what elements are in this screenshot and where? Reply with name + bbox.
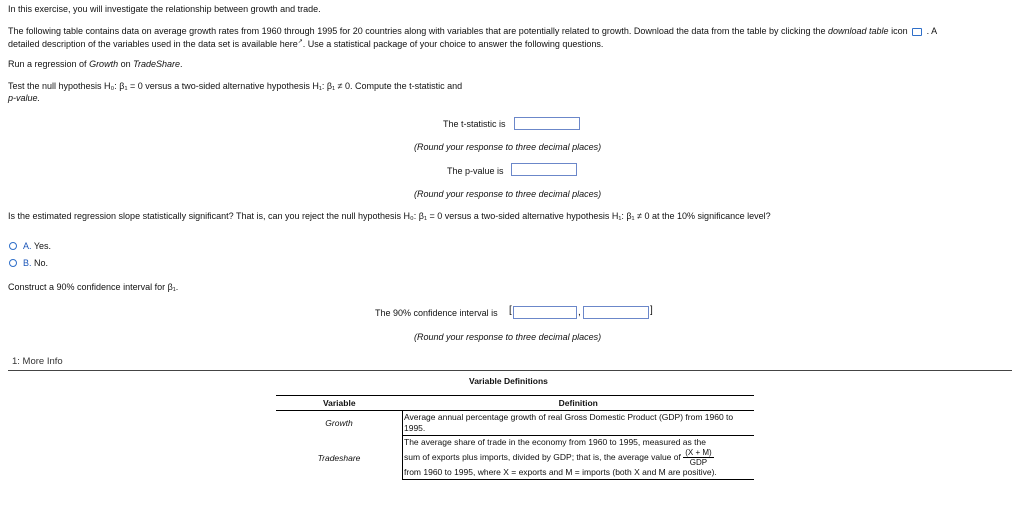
header-variable: Variable [276,396,403,411]
pvalue-input[interactable] [511,163,577,176]
regression-on: on [120,59,131,69]
definition-growth: Average annual percentage growth of real Gross Domestic Product (GDP) from 1960 to 1995. [403,411,755,436]
intro-line-2-text: The following table contains data on average growth rates from 1960 through 1995 for 20 countries along with variables that are potentially related to growth. Download the data from the table by clicking the [8,26,826,36]
pvalue-label: The p-value is [447,166,504,176]
table-row [276,411,754,436]
tradeshare-def-line-2 [404,448,753,467]
tradeshare-def-line-1: The average share of trade in the economy from 1960 to 1995, measured as the [404,437,706,447]
option-a-letter: A. [23,241,32,251]
ci-open-bracket: [ [509,305,512,316]
variable-definitions-title: Variable Definitions [469,376,548,386]
variable-definitions-table [276,395,754,480]
regression-prefix: Run a regression of [8,59,87,69]
definition-tradeshare [403,436,755,480]
tradeshare-def-line-3: from 1960 to 1995, where X = exports and M = imports (both X and M are positive). [404,467,717,477]
download-table-icon[interactable] [912,28,922,36]
intro-icon-word: icon [891,26,908,36]
regression-x: TradeShare [133,59,180,69]
more-info-divider [8,370,1012,371]
ci-lower-input[interactable] [513,306,577,319]
table-row [276,436,754,480]
option-b-letter: B. [23,258,32,268]
header-definition: Definition [403,396,755,411]
tstat-note: (Round your response to three decimal places) [414,142,602,152]
fraction-numerator: (X + M) [685,448,712,457]
trade-fraction [683,448,713,467]
ci-label: The 90% confidence interval is [375,308,498,318]
intro-line-1: In this exercise, you will investigate the relationship between growth and trade. [8,4,321,14]
option-b-text: No. [34,258,49,268]
intro-line-3-end: . Use a statistical package of your choice to answer the following questions. [302,39,604,49]
variable-tradeshare: Tradeshare [317,452,361,463]
option-b-radio[interactable] [9,259,17,267]
option-a-text: Yes. [33,241,52,251]
tstat-input[interactable] [514,117,580,130]
here-link[interactable]: here [279,39,298,49]
variable-growth: Growth [325,418,353,429]
tstat-label: The t-statistic is [443,119,506,129]
download-table-link[interactable]: download table [828,26,889,36]
option-a[interactable] [23,241,51,251]
pvalue-note: (Round your response to three decimal places) [414,189,602,199]
tradeshare-def-line-2-text: sum of exports plus imports, divided by GDP; that is, the average value of [404,451,681,462]
ci-prompt: Construct a 90% confidence interval for β₁. [8,282,179,292]
intro-line-3-text: detailed description of the variables used in the data set is available [8,39,278,49]
external-link-icon: ↗ [297,39,303,45]
hypothesis-line-1: Test the null hypothesis H₀: β₁ = 0 versus a two-sided alternative hypothesis H₁: β₁ ≠ 0. Compute the t-statistic and [8,81,463,91]
intro-line-2 [8,26,937,36]
hypothesis-line-2: p-value. [8,93,41,103]
more-info-title: 1: More Info [12,356,63,367]
significance-question: Is the estimated regression slope statistically significant? That is, can you reject the null hypothesis H₀: β₁ = 0 versus a two-sided alternative hypothesis H₁: β₁ ≠ 0 at the 10% significance level? [8,211,771,221]
regression-instruction: Run a regression of Growth on TradeShare. [8,59,183,69]
fraction-denominator: GDP [689,458,708,467]
ci-note: (Round your response to three decimal places) [414,332,602,342]
option-a-radio[interactable] [9,242,17,250]
regression-y: Growth [89,59,119,69]
ci-comma: , [578,307,581,318]
ci-upper-input[interactable] [583,306,649,319]
option-b[interactable] [23,258,48,268]
intro-line-3 [8,38,603,49]
ci-close-bracket: ] [650,305,653,316]
intro-line-2-end: . A [926,26,938,36]
